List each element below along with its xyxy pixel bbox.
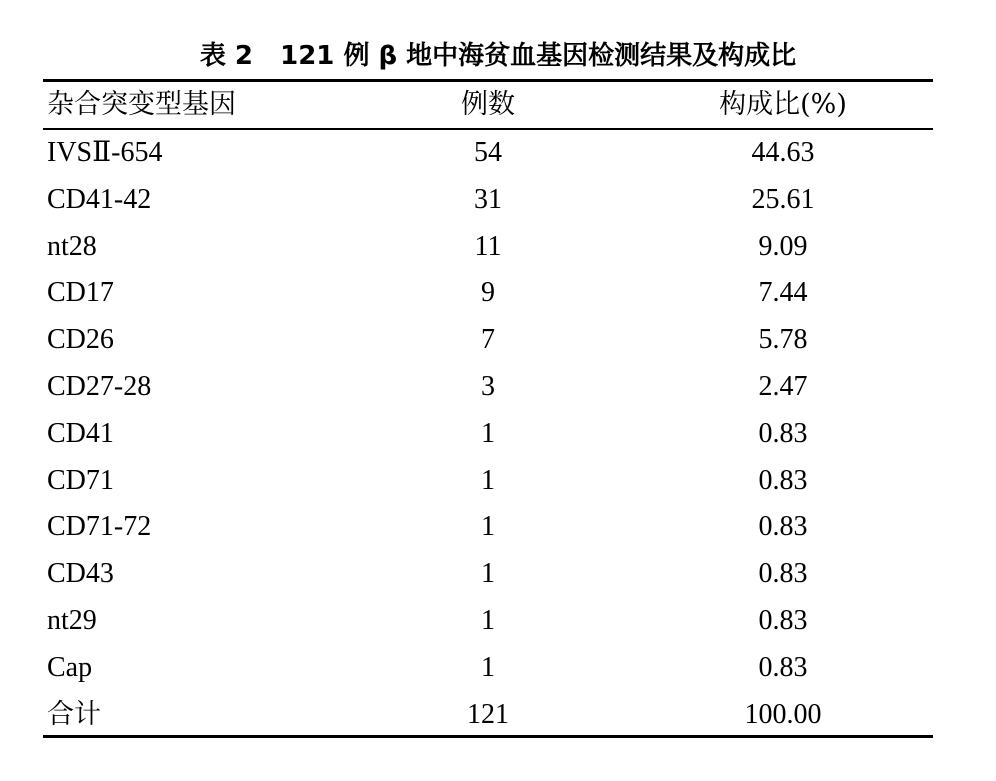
ratio-cell: 25.61 — [751, 183, 815, 215]
ratio-cell: 7.44 — [758, 277, 808, 309]
count-cell: 3 — [481, 370, 495, 402]
count-cell: 7 — [481, 324, 495, 356]
total-row — [43, 692, 933, 739]
gene-cell: Cap — [47, 651, 93, 683]
table-row — [43, 364, 933, 411]
ratio-cell: 0.83 — [758, 511, 808, 543]
table-title: 表 2 121 例 β 地中海贫血基因检测结果及构成比 — [199, 41, 797, 71]
ratio-cell: 0.83 — [758, 651, 808, 683]
ratio-cell: 2.47 — [758, 370, 808, 402]
total-label: 合计 — [47, 698, 101, 730]
gene-cell: IVSⅡ-654 — [47, 137, 163, 168]
count-cell: 31 — [474, 183, 502, 215]
table-body — [43, 130, 933, 738]
count-cell: 54 — [474, 137, 502, 168]
table-row — [43, 224, 933, 271]
table-row — [43, 317, 933, 364]
ratio-cell: 9.09 — [758, 230, 808, 262]
table-row — [43, 598, 933, 645]
count-cell: 1 — [481, 511, 495, 543]
gene-cell: CD26 — [47, 324, 114, 356]
count-cell: 11 — [474, 230, 502, 262]
gene-cell: nt29 — [47, 604, 97, 636]
count-cell: 1 — [481, 604, 495, 636]
count-cell: 1 — [481, 464, 495, 496]
count-cell: 1 — [481, 417, 495, 449]
table-row — [43, 130, 933, 177]
table-row — [43, 551, 933, 598]
count-cell: 1 — [481, 651, 495, 683]
gene-cell: CD17 — [47, 277, 114, 309]
total-ratio: 100.00 — [744, 698, 822, 730]
table-row — [43, 177, 933, 224]
count-cell: 9 — [481, 277, 495, 309]
header-count: 例数 — [461, 89, 515, 120]
bottom-rule — [43, 735, 933, 738]
table-header — [43, 82, 933, 128]
ratio-cell: 0.83 — [758, 558, 808, 590]
ratio-cell: 5.78 — [758, 324, 808, 356]
ratio-cell: 0.83 — [758, 417, 808, 449]
gene-cell: CD41 — [47, 417, 114, 449]
table-row — [43, 645, 933, 692]
header-ratio: 构成比(%) — [719, 89, 847, 120]
gene-cell: nt28 — [47, 230, 97, 262]
count-cell: 1 — [481, 558, 495, 590]
gene-cell: CD41-42 — [47, 183, 152, 215]
ratio-cell: 0.83 — [758, 464, 808, 496]
table-row — [43, 270, 933, 317]
table-row — [43, 458, 933, 505]
header-gene: 杂合突变型基因 — [47, 89, 236, 120]
gene-cell: CD43 — [47, 558, 114, 590]
gene-cell: CD27-28 — [47, 370, 152, 402]
ratio-cell: 44.63 — [751, 137, 815, 168]
table-row — [43, 411, 933, 458]
gene-cell: CD71 — [47, 464, 114, 496]
ratio-cell: 0.83 — [758, 604, 808, 636]
gene-cell: CD71-72 — [47, 511, 152, 543]
table-row — [43, 504, 933, 551]
total-count: 121 — [467, 698, 509, 730]
